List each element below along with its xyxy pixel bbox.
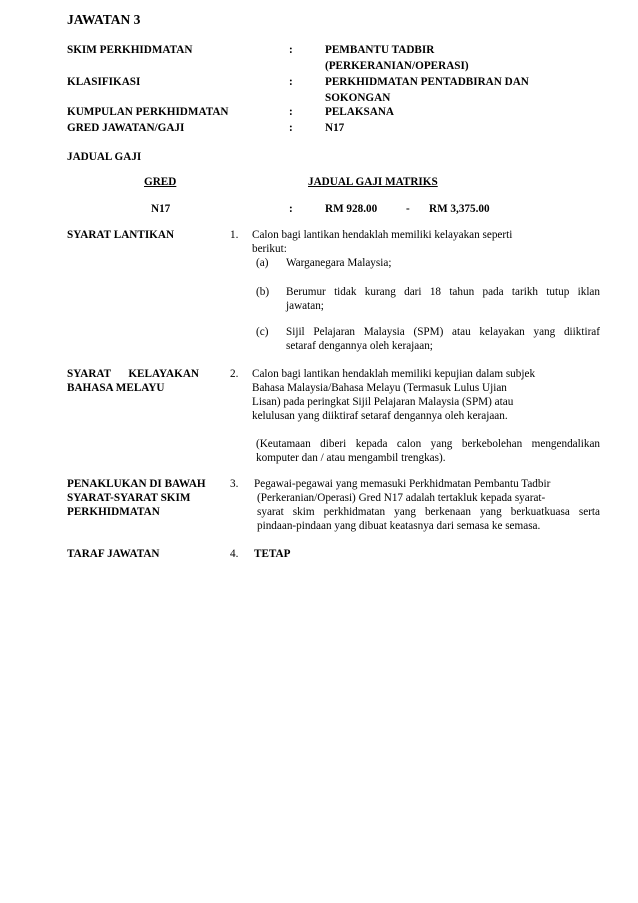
section-3-body-line4: pindaan-pindaan yang dibuat keatasnya dari semasa ke semasa. — [257, 520, 541, 532]
salary-dash: - — [406, 203, 410, 215]
field-label-gred: GRED JAWATAN/GAJI — [67, 122, 185, 134]
section-1-item-b-marker: (b) — [256, 286, 270, 298]
field-colon-gred: : — [289, 122, 293, 134]
section-2-note-line2: komputer dan / atau mengambil trengkas). — [256, 452, 446, 464]
field-value-klasifikasi-line2: SOKONGAN — [325, 92, 391, 104]
section-3-body-line2: (Perkeranian/Operasi) Gred N17 adalah tertakluk kepada syarat- — [257, 492, 546, 504]
document-title: JAWATAN 3 — [67, 12, 141, 27]
section-1-number: 1. — [230, 229, 239, 241]
section-1-label: SYARAT LANTIKAN — [67, 229, 175, 241]
salary-heading: JADUAL GAJI — [67, 151, 142, 163]
section-3-number: 3. — [230, 478, 239, 490]
section-1-item-c-line2: setaraf dengannya oleh kerajaan; — [286, 340, 433, 352]
section-2-body-line4: kelulusan yang diiktiraf setaraf dengannya oleh kerajaan. — [252, 410, 508, 422]
section-2-body-line2: Bahasa Malaysia/Bahasa Melayu (Termasuk Lulus Ujian — [252, 382, 507, 394]
section-1-item-a-line1: Warganegara Malaysia; — [286, 257, 392, 269]
section-1-item-a-marker: (a) — [256, 257, 269, 269]
section-3-label-line2: SYARAT-SYARAT SKIM — [67, 492, 191, 504]
field-value-gred: N17 — [325, 122, 345, 134]
field-label-klasifikasi: KLASIFIKASI — [67, 76, 141, 88]
field-value-skim-line1: PEMBANTU TADBIR — [325, 44, 435, 56]
section-3-label-line1: PENAKLUKAN DI BAWAH — [67, 478, 206, 490]
section-4-label: TARAF JAWATAN — [67, 548, 160, 560]
section-1-item-b-line2: jawatan; — [286, 300, 324, 312]
salary-max: RM 3,375.00 — [429, 203, 490, 215]
section-3-body-line3: syarat skim perkhidmatan yang berkenaan yang berkuatkuasa serta — [257, 506, 600, 518]
salary-col-matrix: JADUAL GAJI MATRIKS — [308, 176, 438, 188]
field-colon-kumpulan: : — [289, 106, 293, 118]
section-1-intro-line1: Calon bagi lantikan hendaklah memiliki kelayakan seperti — [252, 229, 513, 241]
salary-min: RM 928.00 — [325, 203, 378, 215]
section-2-label-line2: BAHASA MELAYU — [67, 382, 165, 394]
salary-gred-value: N17 — [151, 203, 171, 215]
field-value-skim-line2: (PERKERANIAN/OPERASI) — [325, 60, 469, 72]
section-4-number: 4. — [230, 548, 239, 560]
section-2-note-line1: (Keutamaan diberi kepada calon yang berkebolehan mengendalikan — [256, 438, 600, 450]
section-2-label-line1: SYARAT KELAYAKAN — [67, 368, 199, 380]
section-2-body-line1: Calon bagi lantikan hendaklah memiliki kepujian dalam subjek — [252, 368, 536, 380]
field-label-skim: SKIM PERKHIDMATAN — [67, 44, 193, 56]
field-value-kumpulan: PELAKSANA — [325, 106, 394, 118]
salary-col-gred: GRED — [144, 176, 177, 188]
field-colon-klasifikasi: : — [289, 76, 293, 88]
section-3-label-line3: PERKHIDMATAN — [67, 506, 160, 518]
section-1-item-c-marker: (c) — [256, 326, 269, 338]
salary-colon: : — [289, 203, 293, 215]
section-3-body-line1: Pegawai-pegawai yang memasuki Perkhidmatan Pembantu Tadbir — [254, 478, 551, 490]
section-1-intro-line2: berikut: — [252, 243, 287, 255]
field-value-klasifikasi-line1: PERKHIDMATAN PENTADBIRAN DAN — [325, 76, 529, 88]
section-1-item-c-line1: Sijil Pelajaran Malaysia (SPM) atau kelayakan yang diiktiraf — [286, 326, 600, 338]
section-1-item-b-line1: Berumur tidak kurang dari 18 tahun pada tarikh tutup iklan — [286, 286, 600, 298]
section-2-body-line3: Lisan) pada peringkat Sijil Pelajaran Malaysia (SPM) atau — [252, 396, 514, 408]
section-2-number: 2. — [230, 368, 239, 380]
field-colon-skim: : — [289, 44, 293, 56]
field-label-kumpulan: KUMPULAN PERKHIDMATAN — [67, 106, 229, 118]
section-4-value: TETAP — [254, 548, 291, 560]
